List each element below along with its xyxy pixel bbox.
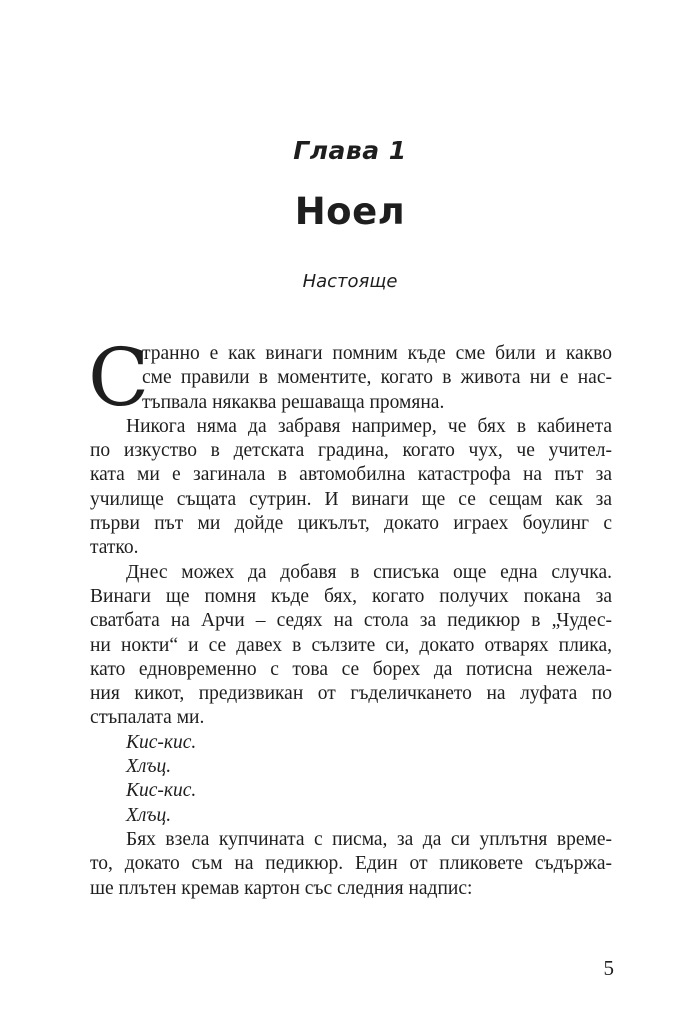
text-line: по изкуство в детската градина, когато чух, че учител- bbox=[90, 440, 612, 462]
text-line: като едновременно с това се борех да потисна нежела- bbox=[90, 658, 612, 680]
text-line: Днес можех да добавя в списъка още една случка. bbox=[126, 561, 612, 583]
section-title: Настояще bbox=[302, 271, 398, 292]
text-line-italic: Хлъц. bbox=[126, 756, 172, 778]
body-text bbox=[88, 331, 612, 901]
chapter-label: Глава 1 bbox=[293, 136, 407, 165]
text-line: тъпвала някаква решаваща промяна. bbox=[142, 391, 445, 413]
text-line: Бях взела купчината с писма, за да си уплътня време- bbox=[126, 828, 612, 850]
drop-cap: С bbox=[88, 331, 150, 424]
text-line: сме правили в моментите, когато в живота ни е нас- bbox=[142, 367, 612, 389]
text-line: ката ми е загинала в автомобилна катастрофа на път за bbox=[90, 464, 612, 486]
text-line: ния кикот, предизвикан от гъделичкането на луфата по bbox=[90, 683, 612, 705]
text-line: ни нокти“ и се давех в сълзите си, докато отварях плика, bbox=[90, 634, 612, 656]
text-line: Винаги ще помня къде бях, когато получих покана за bbox=[90, 585, 612, 607]
text-line: то, докато съм на педикюр. Един от пликовете съдържа- bbox=[90, 853, 612, 875]
text-line: ше плътен кремав картон със следния надпис: bbox=[90, 877, 473, 899]
text-line: училище същата сутрин. И винаги ще се сещам как за bbox=[90, 488, 612, 510]
text-line: сватбата на Арчи – седях на стола за педикюр в „Чудес- bbox=[90, 610, 612, 632]
text-line: Никога няма да забравя например, че бях в кабинета bbox=[126, 415, 612, 437]
chapter-title: Ноел bbox=[294, 190, 406, 233]
text-line: транно е как винаги помним къде сме били и какво bbox=[142, 343, 612, 364]
text-line: татко. bbox=[90, 537, 139, 559]
text-line-italic: Кис-кис. bbox=[126, 731, 197, 753]
text-line-italic: Хлъц. bbox=[126, 804, 172, 826]
page-number: 5 bbox=[603, 956, 614, 980]
text-line: първи път ми дойде цикълът, докато играех боулинг с bbox=[90, 513, 612, 535]
text-line: стъпалата ми. bbox=[90, 707, 205, 729]
text-line-italic: Кис-кис. bbox=[126, 780, 197, 802]
